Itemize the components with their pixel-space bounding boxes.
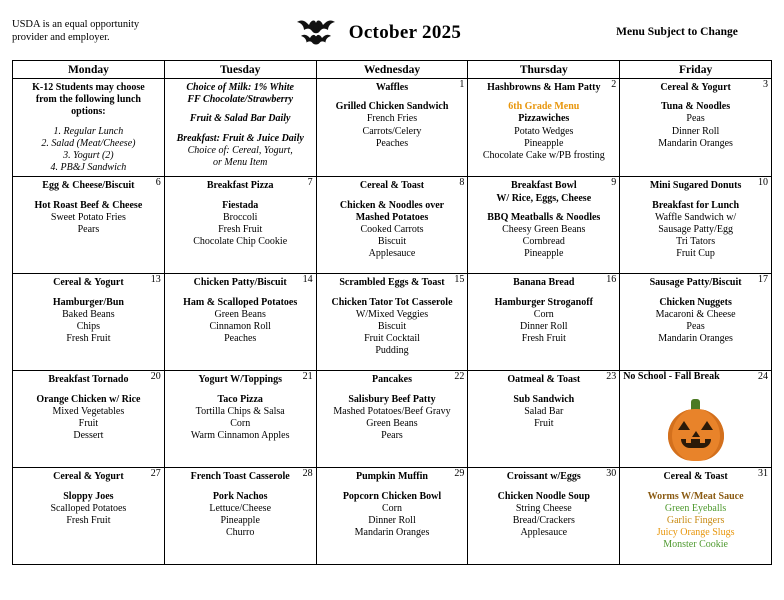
menu-line: Cornbread	[522, 236, 565, 248]
menu-line: Sub Sandwich	[513, 393, 575, 405]
spacer	[320, 94, 465, 101]
menu-line: Green Eyeballs	[664, 502, 727, 514]
day-menu-text	[317, 274, 468, 359]
calendar-day-cell	[164, 468, 316, 565]
menu-line: Green Beans	[214, 308, 266, 320]
menu-line: Tri Tators	[676, 236, 716, 248]
day-menu-text	[13, 79, 164, 176]
menu-line: Fruit	[78, 418, 99, 430]
calendar-day-cell	[468, 371, 620, 468]
menu-line: Grilled Chicken Sandwich	[335, 101, 449, 113]
menu-line: Macaroni & Cheese	[655, 308, 736, 320]
day-menu-text	[468, 177, 619, 262]
day-number: 31	[758, 468, 768, 480]
menu-line: Mashed Potatoes/Beef Gravy	[333, 405, 451, 417]
menu-line: Waffle Sandwich w/	[654, 211, 737, 223]
menu-line: Biscuit	[377, 321, 407, 333]
spacer	[320, 193, 465, 200]
bats-icon	[293, 14, 339, 52]
menu-line: Waffles	[375, 82, 409, 93]
menu-line: Cereal & Toast	[359, 180, 425, 192]
menu-line: Corn	[381, 502, 402, 514]
menu-line: Chips	[76, 321, 101, 333]
calendar-week-row	[13, 371, 772, 468]
no-school-label: No School - Fall Break	[623, 371, 720, 383]
weekday-wednesday: Wednesday	[316, 61, 468, 79]
menu-line: Ham & Scalloped Potatoes	[183, 296, 298, 308]
menu-line: Pork Nachos	[212, 490, 268, 502]
menu-line: Fresh Fruit	[218, 224, 263, 236]
calendar-day-cell	[620, 371, 772, 468]
menu-line: options:	[71, 106, 106, 118]
menu-line: Applesauce	[520, 527, 568, 539]
day-number: 15	[454, 274, 465, 286]
calendar-week-row	[13, 468, 772, 565]
calendar-day-cell	[620, 177, 772, 274]
menu-line: Worms W/Meat Sauce	[647, 490, 744, 502]
menu-line: Dinner Roll	[671, 125, 720, 137]
menu-line: Yogurt W/Toppings	[198, 374, 283, 386]
day-number: 20	[150, 371, 161, 383]
menu-line: or Menu Item	[212, 157, 268, 169]
menu-line: Peas	[686, 321, 705, 333]
day-menu-text	[13, 468, 164, 529]
menu-line: Cereal & Yogurt	[53, 471, 124, 483]
calendar-day-cell	[13, 371, 165, 468]
day-number: 22	[454, 371, 465, 383]
day-number: 13	[150, 274, 161, 286]
menu-line: Sausage Patty/Biscuit	[649, 277, 742, 289]
menu-line: Pears	[77, 224, 100, 236]
menu-line: Tuna & Noodles	[661, 101, 731, 113]
weekday-monday: Monday	[13, 61, 165, 79]
menu-line: Sweet Potato Fries	[50, 211, 126, 223]
menu-line: Fresh Fruit	[521, 333, 566, 345]
spacer	[16, 387, 161, 394]
day-menu-text	[165, 177, 316, 250]
calendar-day-cell	[164, 274, 316, 371]
menu-line: Chocolate Cake w/PB frosting	[482, 150, 605, 162]
menu-line: Mashed Potatoes	[355, 211, 429, 223]
calendar-day-cell	[468, 79, 620, 177]
menu-line: Breakfast: Fruit & Juice Daily	[176, 132, 304, 144]
menu-line: Dessert	[73, 430, 104, 442]
calendar-day-cell	[468, 468, 620, 565]
menu-line: Fruit & Salad Bar Daily	[189, 113, 291, 125]
calendar-day-cell	[620, 274, 772, 371]
menu-line: 2. Salad (Meat/Cheese)	[41, 137, 136, 149]
menu-line: Pineapple	[524, 137, 564, 149]
day-menu-text	[620, 468, 771, 553]
menu-line: Fruit Cup	[676, 248, 715, 260]
calendar-day-cell	[468, 177, 620, 274]
menu-line: 1. Regular Lunch	[53, 125, 124, 137]
menu-line: Choice of: Cereal, Yogurt,	[187, 144, 293, 156]
weekday-tuesday: Tuesday	[164, 61, 316, 79]
menu-line: Carrots/Celery	[362, 125, 422, 137]
menu-line: Cereal & Yogurt	[53, 277, 124, 289]
menu-line: Dinner Roll	[368, 515, 416, 527]
day-number: 21	[302, 371, 313, 383]
day-number: 1	[459, 79, 465, 90]
spacer	[471, 387, 616, 394]
menu-line: Breakfast Tornado	[48, 374, 129, 386]
day-menu-text	[620, 274, 771, 347]
calendar-day-cell	[620, 468, 772, 565]
menu-line: Popcorn Chicken Bowl	[342, 490, 442, 502]
menu-line: from the following lunch	[35, 94, 141, 106]
day-number: 8	[459, 177, 465, 189]
menu-line: 6th Grade Menu	[508, 101, 580, 113]
menu-line: Pineapple	[524, 248, 564, 260]
menu-line: French Fries	[366, 113, 418, 125]
day-number: 24	[758, 371, 768, 383]
spacer	[623, 290, 768, 297]
spacer	[320, 387, 465, 394]
menu-line: W/ Rice, Eggs, Cheese	[496, 192, 592, 204]
menu-line: Taco Pizza	[217, 393, 263, 405]
spacer	[623, 193, 768, 200]
day-menu-text	[468, 274, 619, 347]
spacer	[168, 126, 313, 133]
day-number: 9	[611, 177, 617, 189]
menu-line: Peas	[686, 113, 705, 125]
menu-line: Chocolate Chip Cookie	[193, 236, 288, 248]
spacer	[168, 387, 313, 394]
day-menu-text	[13, 274, 164, 347]
menu-line: Peaches	[224, 333, 257, 345]
menu-line: Fruit Cocktail	[364, 333, 420, 345]
calendar-body	[13, 79, 772, 565]
page-title: October 2025	[348, 22, 462, 43]
menu-line: Tortilla Chips & Salsa	[195, 405, 285, 417]
menu-line: Pumpkin Muffin	[356, 471, 428, 483]
menu-line: Pineapple	[220, 515, 260, 527]
day-number: 6	[155, 177, 161, 189]
calendar-day-cell	[13, 177, 165, 274]
day-menu-text	[165, 79, 316, 171]
day-number: 28	[302, 468, 313, 480]
menu-line: Corn	[533, 308, 554, 320]
menu-line: Cinnamon Roll	[209, 321, 271, 333]
menu-line: Fiestada	[222, 199, 259, 211]
weekday-header-row	[13, 61, 772, 79]
day-menu-text	[317, 177, 468, 262]
menu-line: French Toast Casserole	[190, 471, 290, 483]
day-number: 3	[763, 79, 768, 90]
menu-line: Corn	[230, 418, 251, 430]
day-menu-text	[468, 468, 619, 541]
calendar-day-cell	[316, 274, 468, 371]
menu-line: Chicken Tator Tot Casserole	[331, 296, 453, 308]
spacer	[16, 193, 161, 200]
menu-line: Orange Chicken w/ Rice	[36, 393, 141, 405]
menu-line: Hamburger/Bun	[52, 296, 124, 308]
menu-line: W/Mixed Veggies	[355, 308, 429, 320]
day-menu-text	[468, 371, 619, 432]
calendar-week-row	[13, 79, 772, 177]
day-menu-text	[13, 371, 164, 444]
pumpkin-eye-left	[678, 421, 690, 430]
spacer	[168, 193, 313, 200]
menu-line: Warm Cinnamon Apples	[190, 430, 290, 442]
menu-line: Choice of Milk: 1% White	[186, 82, 294, 93]
menu-line: Fresh Fruit	[66, 333, 111, 345]
menu-line: Cheesy Green Beans	[502, 224, 586, 236]
menu-line: Pears	[381, 430, 403, 442]
spacer	[623, 94, 768, 101]
spacer	[168, 290, 313, 297]
spacer	[471, 290, 616, 297]
menu-line: 3. Yogurt (2)	[63, 150, 114, 162]
menu-line: 4. PB&J Sandwich	[50, 162, 127, 174]
calendar-day-cell	[468, 274, 620, 371]
spacer	[168, 484, 313, 491]
spacer	[623, 484, 768, 491]
menu-line: Hot Roast Beef & Cheese	[34, 199, 143, 211]
calendar-day-cell	[13, 79, 165, 177]
menu-line: Egg & Cheese/Biscuit	[42, 180, 135, 192]
pumpkin-icon	[668, 399, 724, 461]
calendar-day-cell	[164, 79, 316, 177]
menu-line: Hamburger Stroganoff	[494, 296, 593, 308]
menu-line: Salisbury Beef Patty	[348, 393, 436, 405]
day-menu-text	[165, 371, 316, 444]
day-number: 16	[606, 274, 617, 286]
calendar-day-cell	[316, 177, 468, 274]
day-number: 27	[150, 468, 161, 480]
menu-line: Pizzawiches	[518, 113, 570, 125]
pumpkin-illustration	[620, 389, 771, 461]
pumpkin-nose	[692, 431, 700, 437]
calendar-day-cell	[13, 468, 165, 565]
menu-line: Sausage Patty/Egg	[658, 224, 733, 236]
pumpkin-eye-right	[701, 421, 713, 430]
menu-line: Cereal & Yogurt	[660, 82, 731, 93]
menu-line: Mini Sugared Donuts	[649, 180, 742, 192]
menu-line: String Cheese	[515, 502, 572, 514]
menu-line: Peaches	[375, 137, 409, 149]
menu-calendar	[12, 60, 772, 565]
menu-line: Cooked Carrots	[360, 224, 424, 236]
menu-line: Applesauce	[368, 248, 416, 260]
day-number: 10	[758, 177, 768, 189]
calendar-day-cell	[13, 274, 165, 371]
calendar-day-cell	[620, 79, 772, 177]
menu-line: Sloppy Joes	[63, 490, 114, 502]
weekday-thursday: Thursday	[468, 61, 620, 79]
page-header	[12, 14, 772, 58]
menu-line: Broccoli	[222, 211, 258, 223]
menu-line: Banana Bread	[513, 277, 575, 289]
menu-line: Green Beans	[366, 418, 418, 430]
spacer	[16, 290, 161, 297]
menu-subject-note: Menu Subject to Change	[616, 26, 738, 38]
spacer	[16, 119, 161, 126]
menu-line: Mixed Vegetables	[52, 405, 125, 417]
menu-line: Breakfast Bowl	[510, 180, 577, 192]
menu-line: Potato Wedges	[514, 125, 574, 137]
menu-line: K-12 Students may choose	[32, 82, 145, 93]
menu-line: Biscuit	[377, 236, 407, 248]
day-menu-text	[165, 468, 316, 541]
calendar-day-cell	[164, 371, 316, 468]
menu-line: Garlic Fingers	[666, 515, 725, 527]
menu-line: Churro	[226, 527, 255, 539]
calendar-day-cell	[316, 79, 468, 177]
spacer	[320, 484, 465, 491]
menu-line: Oatmeal & Toast	[507, 374, 581, 386]
day-menu-text	[165, 274, 316, 347]
spacer	[16, 484, 161, 491]
day-number: 17	[758, 274, 768, 286]
day-number: 14	[302, 274, 313, 286]
menu-line: Breakfast Pizza	[206, 180, 274, 192]
day-menu-text	[317, 371, 468, 444]
day-menu-text	[317, 468, 468, 541]
menu-line: Mandarin Oranges	[658, 333, 733, 345]
menu-line: Mandarin Oranges	[354, 527, 430, 539]
menu-line: Chicken Nuggets	[659, 296, 732, 308]
menu-line: Juicy Orange Slugs	[656, 527, 735, 539]
menu-line: Pudding	[375, 345, 409, 357]
menu-line: Scrambled Eggs & Toast	[339, 277, 445, 289]
usda-line-1: USDA is an equal opportunity	[12, 19, 140, 30]
menu-line: Dinner Roll	[520, 321, 568, 333]
spacer	[168, 106, 313, 113]
menu-line: FF Chocolate/Strawberry	[187, 94, 294, 106]
weekday-friday: Friday	[620, 61, 772, 79]
day-number: 30	[606, 468, 617, 480]
day-number: 7	[307, 177, 313, 189]
day-menu-text	[13, 177, 164, 238]
day-menu-text	[620, 382, 771, 387]
calendar-day-cell	[164, 177, 316, 274]
title-block	[293, 14, 461, 52]
spacer	[471, 484, 616, 491]
calendar-week-row	[13, 177, 772, 274]
menu-line: Chicken Patty/Biscuit	[193, 277, 287, 289]
day-number: 23	[606, 371, 617, 383]
menu-line: Lettuce/Cheese	[209, 502, 272, 514]
menu-line: BBQ Meatballs & Noodles	[487, 211, 601, 223]
day-number: 29	[454, 468, 465, 480]
menu-line: Bread/Crackers	[512, 515, 575, 527]
menu-line: Baked Beans	[62, 308, 115, 320]
menu-line: Chicken & Noodles over	[339, 199, 445, 211]
day-number: 2	[611, 79, 617, 90]
menu-line: Scalloped Potatoes	[50, 502, 127, 514]
calendar-week-row	[13, 274, 772, 371]
menu-line: Croissant w/Eggs	[506, 471, 581, 483]
calendar-day-cell	[316, 371, 468, 468]
menu-line: Hashbrowns & Ham Patty	[487, 82, 601, 93]
menu-line: Fresh Fruit	[66, 515, 111, 527]
day-menu-text	[317, 79, 468, 152]
spacer	[320, 290, 465, 297]
usda-line-2: provider and employer.	[12, 32, 110, 43]
pumpkin-tooth-right	[700, 439, 705, 443]
menu-line: Cereal & Toast	[663, 471, 728, 483]
menu-line: Breakfast for Lunch	[652, 199, 740, 211]
calendar-day-cell	[316, 468, 468, 565]
pumpkin-tooth-left	[686, 439, 691, 443]
spacer	[471, 205, 616, 212]
menu-line: Pancakes	[371, 374, 412, 386]
day-menu-text	[620, 79, 771, 152]
spacer	[471, 94, 616, 101]
menu-line: Salad Bar	[524, 405, 564, 417]
usda-statement	[12, 14, 212, 44]
menu-line: Monster Cookie	[663, 539, 728, 551]
menu-line: Fruit	[534, 418, 554, 430]
menu-line: Mandarin Oranges	[658, 137, 733, 149]
day-menu-text	[468, 79, 619, 164]
menu-line: Chicken Noodle Soup	[497, 490, 590, 502]
day-menu-text	[620, 177, 771, 262]
